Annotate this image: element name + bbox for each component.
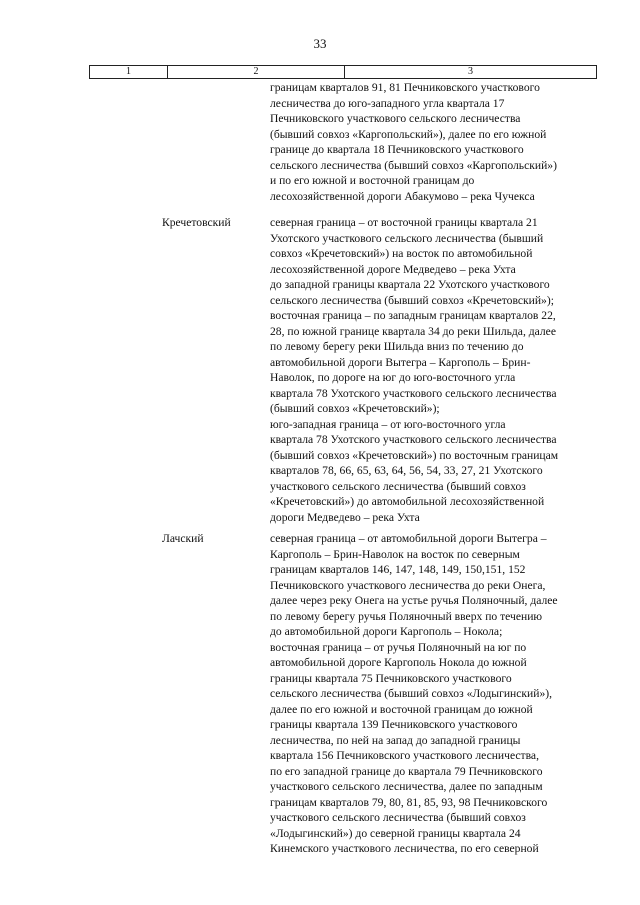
- text-line: совхоз «Кречетовский») на восток по автомобильной: [270, 247, 533, 260]
- text-line: до автомобильной дороги Каргополь – Нокола;: [270, 625, 503, 638]
- text-line: (бывший совхоз «Каргопольский»), далее по его южной: [270, 127, 547, 141]
- text-line: границам кварталов 79, 80, 81, 85, 93, 98 Печниковского: [270, 795, 548, 809]
- text-line: границе до квартала 18 Печниковского участкового: [270, 143, 524, 156]
- page-number: 33: [313, 36, 327, 51]
- text-line: 28, по южной границе квартала 34 до реки Шильда, далее: [270, 324, 556, 338]
- text-line: лесохозяйственной дороге Медведево – река Ухта: [270, 262, 516, 276]
- region-name-lachsky: Лачский: [162, 532, 204, 545]
- text-line: восточная граница – от ручья Поляночный на юг по: [270, 640, 527, 654]
- text-line: юго-западная граница – от юго-восточного угла: [270, 417, 506, 431]
- column-header-2: 2: [253, 66, 259, 77]
- text-line: далее через реку Онега на устье ручья Поляночный, далее: [270, 594, 558, 607]
- text-line: лесничества, по ней на запад до западной границы: [270, 733, 521, 747]
- text-line: квартала 156 Печниковского участкового лесничества,: [270, 749, 539, 762]
- text-line: «Лодыгинский») до северной границы квартала 24: [270, 826, 521, 840]
- text-line: участкового сельского лесничества, далее по западным: [270, 780, 543, 793]
- text-line: квартала 78 Ухотского участкового сельского лесничества: [270, 386, 557, 400]
- text-line: и по его южной и восточной границам до: [270, 174, 475, 187]
- region-boundary-text-krechetovsky: [270, 215, 595, 525]
- text-line: далее по его южной и восточной границам до южной: [270, 702, 533, 716]
- text-line: Кинемского участкового лесничества, по его северной: [270, 842, 539, 855]
- text-line: северная граница – от восточной границы квартала 21: [270, 216, 538, 229]
- text-line: дороги Медведево – река Ухта: [270, 510, 420, 524]
- text-line: квартала 78 Ухотского участкового сельского лесничества: [270, 433, 557, 446]
- text-line: автомобильной дороге Каргополь Нокола до южной: [270, 656, 527, 669]
- text-line: сельского лесничества (бывший совхоз «Каргопольский»): [270, 158, 557, 172]
- text-line: Ухотского участкового сельского лесничества (бывший: [270, 231, 544, 245]
- text-line: Печниковского участкового лесничества до реки Онега,: [270, 578, 546, 592]
- text-line: по левому берегу реки Шильда вниз по течению до: [270, 340, 524, 353]
- column-header-3: 3: [468, 66, 473, 77]
- text-line: Печниковского участкового сельского лесничества: [270, 112, 521, 125]
- text-line: участкового сельского лесничества (бывший совхоз: [270, 479, 526, 493]
- text-line: Наволок, по дороге на юг до юго-восточного угла: [270, 371, 516, 384]
- region-boundary-text-lachsky: [270, 531, 595, 857]
- column-header-row: [89, 65, 597, 79]
- text-line: (бывший совхоз «Кречетовский»);: [270, 402, 440, 415]
- text-line: автомобильной дороги Вытегра – Каргополь – Брин-: [270, 355, 531, 369]
- text-line: до западной границы квартала 22 Ухотского участкового: [270, 278, 550, 291]
- continuation-text: [270, 80, 595, 204]
- text-line: «Кречетовский») до автомобильной лесохозяйственной: [270, 495, 545, 508]
- text-line: границам кварталов 146, 147, 148, 149, 150,151, 152: [270, 563, 526, 576]
- text-line: лесничества до юго-западного угла квартала 17: [270, 96, 505, 110]
- text-line: лесохозяйственной дороги Абакумово – река Чучекса: [270, 189, 535, 203]
- text-line: границы квартала 75 Печниковского участкового: [270, 671, 512, 685]
- text-line: северная граница – от автомобильной дороги Вытегра –: [270, 532, 547, 545]
- text-line: границы квартала 139 Печниковского участкового: [270, 718, 518, 731]
- text-line: кварталов 78, 66, 65, 63, 64, 56, 54, 33, 27, 21 Ухотского: [270, 464, 543, 477]
- text-line: Каргополь – Брин-Наволок на восток по северным: [270, 547, 520, 561]
- text-line: (бывший совхоз «Кречетовский») по восточным границам: [270, 448, 559, 462]
- text-line: сельского лесничества (бывший совхоз «Кречетовский»);: [270, 293, 554, 307]
- column-header-1: 1: [126, 66, 131, 77]
- text-line: по его западной границе до квартала 79 Печниковского: [270, 764, 543, 778]
- text-line: участкового сельского лесничества (бывший совхоз: [270, 811, 526, 824]
- text-line: сельского лесничества (бывший совхоз «Лодыгинский»),: [270, 687, 553, 700]
- text-line: восточная граница – по западным границам кварталов 22,: [270, 309, 556, 322]
- text-line: по левому берегу ручья Поляночный вверх по течению: [270, 609, 543, 623]
- region-name-krechetovsky: Кречетовский: [162, 216, 231, 229]
- text-line: границам кварталов 91, 81 Печниковского участкового: [270, 81, 540, 94]
